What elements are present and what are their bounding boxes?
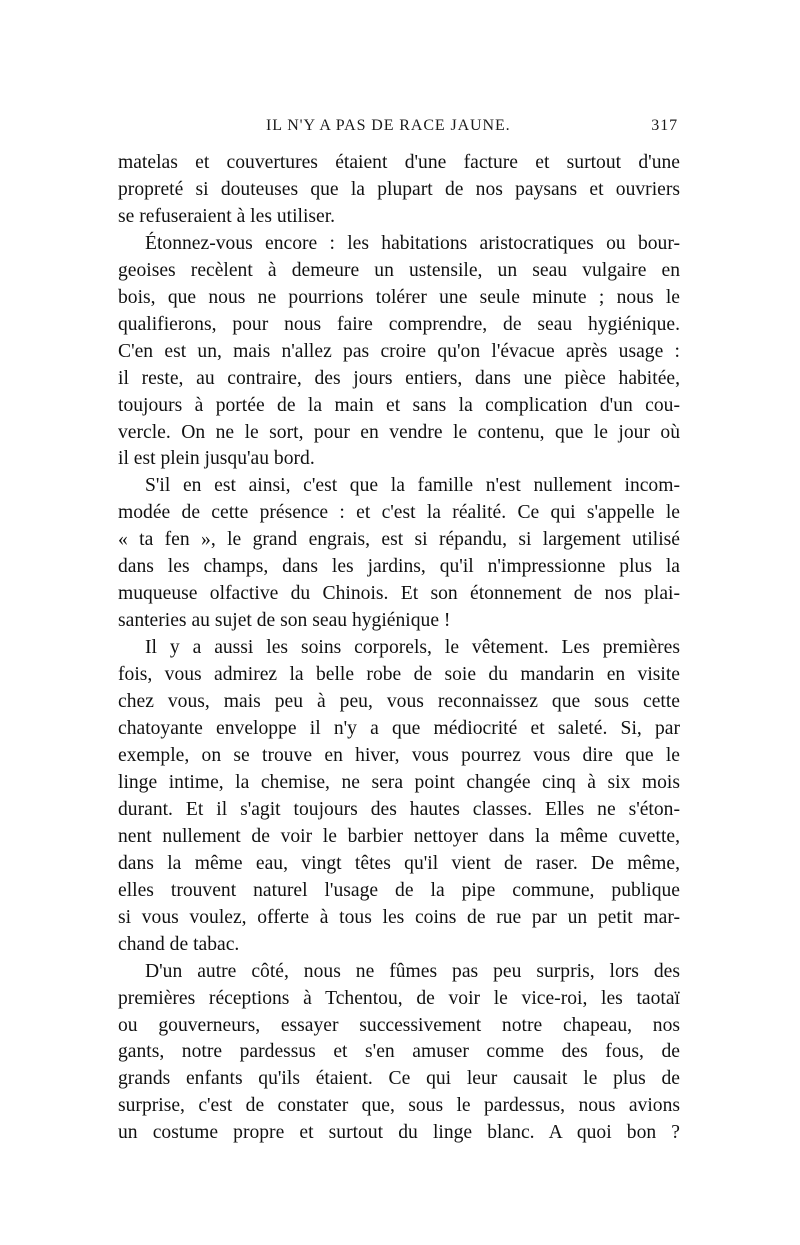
text-line: premières réceptions à Tchentou, de voir le vice-roi, les taotaï	[118, 987, 680, 1009]
text-line: chand de tabac.	[118, 933, 240, 955]
text-line: muqueuse olfactive du Chinois. Et son étonnement de nos plai-	[118, 583, 680, 605]
text-line: S'il en est ainsi, c'est que la famille n'est nullement incom-	[145, 475, 680, 497]
text-line: nent nullement de voir le barbier nettoyer dans la même cuvette,	[118, 825, 680, 847]
text-line: chez vous, mais peu à peu, vous reconnaissez que sous cette	[118, 691, 680, 713]
body-text	[118, 150, 680, 1147]
paragraph	[118, 473, 680, 635]
text-line: bois, que nous ne pourrions tolérer une seule minute ; nous le	[118, 286, 680, 308]
text-line: « ta fen », le grand engrais, est si répandu, si largement utilisé	[118, 529, 680, 551]
text-line: gants, notre pardessus et s'en amuser comme des fous, de	[118, 1041, 680, 1063]
paragraph	[118, 231, 680, 474]
text-line: surprise, c'est de constater que, sous le pardessus, nous avions	[118, 1095, 680, 1117]
text-line: qualifierons, pour nous faire comprendre, de seau hygiénique.	[118, 313, 680, 335]
text-line: matelas et couvertures étaient d'une facture et surtout d'une	[118, 152, 680, 173]
paragraph	[118, 635, 680, 958]
text-line: linge intime, la chemise, ne sera point changée cinq à six mois	[118, 771, 680, 793]
text-line: ou gouverneurs, essayer successivement notre chapeau, nos	[118, 1014, 680, 1036]
text-line: durant. Et il s'agit toujours des hautes classes. Elles ne s'éton-	[118, 798, 680, 820]
text-line: dans les champs, dans les jardins, qu'il n'impressionne plus la	[118, 556, 680, 578]
text-line: D'un autre côté, nous ne fûmes pas peu surpris, lors des	[145, 960, 680, 982]
page-number: 317	[651, 117, 678, 134]
text-line: grands enfants qu'ils étaient. Ce qui leur causait le plus de	[118, 1068, 680, 1090]
text-line: si vous voulez, offerte à tous les coins de rue par un petit mar-	[118, 906, 680, 928]
paragraph	[118, 150, 680, 231]
paragraph	[118, 959, 680, 1148]
text-line: Il y a aussi les soins corporels, le vêtement. Les premières	[145, 637, 680, 659]
text-line: il est plein jusqu'au bord.	[118, 448, 315, 470]
text-line: elles trouvent naturel l'usage de la pipe commune, publique	[118, 879, 680, 901]
text-line: fois, vous admirez la belle robe de soie du mandarin en visite	[118, 664, 680, 686]
text-line: il reste, au contraire, des jours entiers, dans une pièce habitée,	[118, 367, 680, 389]
text-line: chatoyante enveloppe il n'y a que médiocrité et saleté. Si, par	[118, 718, 680, 740]
text-line: vercle. On ne le sort, pour en vendre le contenu, que le jour où	[118, 421, 680, 443]
text-line: dans la même eau, vingt têtes qu'il vient de raser. De même,	[118, 852, 680, 874]
text-line: geoises recèlent à demeure un ustensile, un seau vulgaire en	[118, 259, 680, 281]
text-line: santeries au sujet de son seau hygiénique !	[118, 610, 451, 632]
text-line: se refuseraient à les utiliser.	[118, 205, 336, 227]
running-title: IL N'Y A PAS DE RACE JAUNE.	[266, 117, 511, 134]
text-line: exemple, on se trouve en hiver, vous pourrez vous dire que le	[118, 744, 680, 766]
text-line: modée de cette présence : et c'est la réalité. Ce qui s'appelle le	[118, 502, 680, 524]
text-line: toujours à portée de la main et sans la complication d'un cou-	[118, 394, 680, 416]
text-line: propreté si douteuses que la plupart de nos paysans et ouvriers	[118, 178, 680, 200]
text-line: un costume propre et surtout du linge blanc. A quoi bon ?	[118, 1122, 680, 1144]
text-line: C'en est un, mais n'allez pas croire qu'on l'évacue après usage :	[118, 340, 680, 362]
text-line: Étonnez-vous encore : les habitations aristocratiques ou bour-	[145, 232, 680, 254]
running-header	[118, 117, 680, 141]
